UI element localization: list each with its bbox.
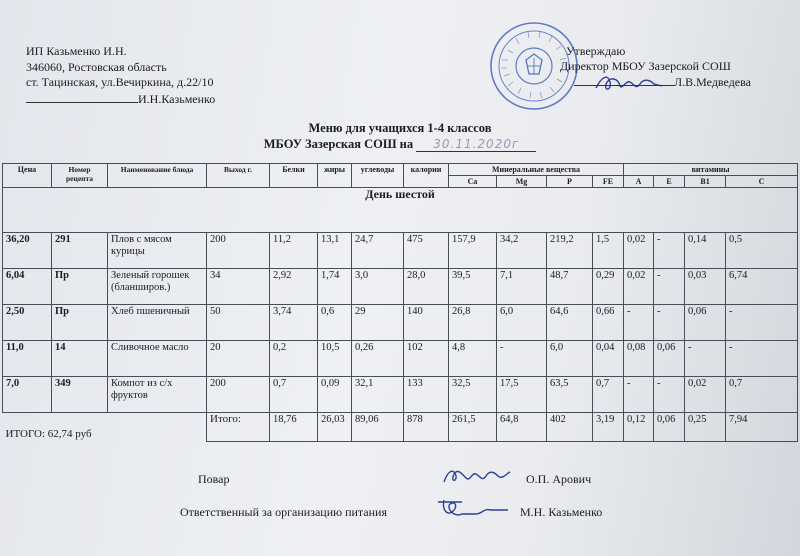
table-row [3,269,798,305]
cell-dish: Плов с мясом курицы [108,233,207,269]
col-a: A [624,176,654,188]
col-mg: Mg [497,176,547,188]
approver-signature-line [560,74,751,90]
cell-b1: 0,02 [685,377,726,413]
supplier-address-street: ст. Тацинская, ул.Вечиркина, д.22/10 [26,75,214,89]
cell-carbs: 29 [352,305,404,341]
total-a: 0,12 [624,413,654,442]
supplier-address-region: 346060, Ростовская область [26,59,167,74]
total-price: ИТОГО: 62,74 руб [3,413,207,442]
cell-fe: 0,29 [593,269,624,305]
cell-calories: 28,0 [404,269,449,305]
cell-fe: 0,04 [593,341,624,377]
cell-price: 6,04 [3,269,52,305]
total-c: 7,94 [726,413,798,442]
cell-fat: 10,5 [318,341,352,377]
cell-b1: 0,06 [685,305,726,341]
approval-word: Утверждаю [566,44,626,58]
table-row [3,341,798,377]
cell-c: - [726,341,798,377]
cell-price: 11,0 [3,341,52,377]
col-carbs: углеводы [352,164,404,188]
cell-calories: 102 [404,341,449,377]
col-recipe: Номер рецепта [52,164,108,188]
menu-subtitle [0,137,800,152]
col-calories: калории [404,164,449,188]
cell-a: - [624,305,654,341]
signature-underline [26,91,138,103]
table-row [3,377,798,413]
total-p: 402 [547,413,593,442]
total-fe: 3,19 [593,413,624,442]
cell-a: 0,02 [624,233,654,269]
cell-b1: 0,14 [685,233,726,269]
cell-ca: 26,8 [449,305,497,341]
cell-a: - [624,377,654,413]
cell-b1: 0,03 [685,269,726,305]
cell-carbs: 3,0 [352,269,404,305]
menu-date: 30.11.2020г [416,137,536,152]
cell-p: 6,0 [547,341,593,377]
col-vitamins: витамины [624,164,798,176]
day-label: День шестой [3,188,798,233]
col-c: C [726,176,798,188]
cell-protein: 3,74 [270,305,318,341]
cell-carbs: 32,1 [352,377,404,413]
cook-name: О.П. Арович [526,472,592,486]
cell-protein: 0,7 [270,377,318,413]
header-row [3,164,798,176]
responsible-label: Ответственный за организацию питания [180,505,387,519]
total-calories: 878 [404,413,449,442]
cell-ca: 4,8 [449,341,497,377]
cell-dish: Зеленый горошек (бланширов.) [108,269,207,305]
col-output: Выход г. [207,164,270,188]
total-label: Итого: [207,413,270,442]
cell-e: - [654,377,685,413]
supplier-signer: И.Н.Казьменко [138,91,216,106]
approver-position: Директор МБОУ Зазерской СОШ [560,59,731,73]
cell-b1: - [685,341,726,377]
cell-price: 7,0 [3,377,52,413]
table-row [3,305,798,341]
col-p: P [547,176,593,188]
total-row [3,413,798,442]
cell-p: 48,7 [547,269,593,305]
total-protein: 18,76 [270,413,318,442]
cell-ca: 39,5 [449,269,497,305]
col-protein: Белки [270,164,318,188]
cell-a: 0,08 [624,341,654,377]
total-carbs: 89,06 [352,413,404,442]
total-ca: 261,5 [449,413,497,442]
cell-price: 36,20 [3,233,52,269]
col-dish: Наименование блюда [108,164,207,188]
cell-dish: Компот из с/х фруктов [108,377,207,413]
cell-p: 63,5 [547,377,593,413]
cell-price: 2,50 [3,305,52,341]
responsible-name: М.Н. Казьменко [520,505,603,519]
menu-table [2,163,798,442]
cell-output: 20 [207,341,270,377]
school-name: МБОУ Зазерская СОШ на [263,137,414,151]
col-fat: жиры [318,164,352,188]
cell-recipe: 291 [52,233,108,269]
cell-recipe: 349 [52,377,108,413]
col-ca: Ca [449,176,497,188]
cell-recipe: Пр [52,269,108,305]
cell-recipe: Пр [52,305,108,341]
col-minerals: Минеральные вещества [449,164,624,176]
supplier-block [26,44,215,107]
total-fat: 26,03 [318,413,352,442]
cell-fe: 0,7 [593,377,624,413]
cell-carbs: 0,26 [352,341,404,377]
cell-e: - [654,233,685,269]
cell-fat: 0,6 [318,305,352,341]
cell-c: 0,7 [726,377,798,413]
cell-fat: 13,1 [318,233,352,269]
cell-output: 34 [207,269,270,305]
cell-a: 0,02 [624,269,654,305]
cell-dish: Сливочное масло [108,341,207,377]
approver-name: Л.В.Медведева [674,75,751,89]
cell-c: 6,74 [726,269,798,305]
cell-p: 219,2 [547,233,593,269]
cell-output: 50 [207,305,270,341]
cell-recipe: 14 [52,341,108,377]
cell-p: 64,6 [547,305,593,341]
cell-output: 200 [207,377,270,413]
menu-title: Меню для учащихся 1-4 классов [308,121,492,135]
cook-signature [440,462,512,488]
cell-protein: 2,92 [270,269,318,305]
cell-calories: 133 [404,377,449,413]
total-b1: 0,25 [685,413,726,442]
cell-dish: Хлеб пшеничный [108,305,207,341]
supplier-signature-line [26,91,215,108]
cell-protein: 0,2 [270,341,318,377]
cell-protein: 11,2 [270,233,318,269]
col-b1: B1 [685,176,726,188]
cell-mg: 17,5 [497,377,547,413]
cell-mg: - [497,341,547,377]
table-row [3,233,798,269]
cell-e: 0,06 [654,341,685,377]
col-fe: FE [593,176,624,188]
cell-c: 0,5 [726,233,798,269]
cook-label: Повар [198,472,230,486]
cell-carbs: 24,7 [352,233,404,269]
cell-fe: 0,66 [593,305,624,341]
day-row [3,188,798,233]
cell-calories: 475 [404,233,449,269]
cell-mg: 34,2 [497,233,547,269]
cell-e: - [654,305,685,341]
total-mg: 64,8 [497,413,547,442]
cell-output: 200 [207,233,270,269]
cell-fat: 0,09 [318,377,352,413]
cell-ca: 157,9 [449,233,497,269]
col-price: Цена [3,164,52,188]
approval-block [560,44,751,90]
cell-mg: 7,1 [497,269,547,305]
total-e: 0,06 [654,413,685,442]
cell-fat: 1,74 [318,269,352,305]
cell-c: - [726,305,798,341]
cell-mg: 6,0 [497,305,547,341]
responsible-signature [432,494,512,522]
cell-fe: 1,5 [593,233,624,269]
cell-calories: 140 [404,305,449,341]
signature-underline [574,74,674,86]
cell-e: - [654,269,685,305]
supplier-name: ИП Казьменко И.Н. [26,44,127,58]
cell-ca: 32,5 [449,377,497,413]
col-e: E [654,176,685,188]
